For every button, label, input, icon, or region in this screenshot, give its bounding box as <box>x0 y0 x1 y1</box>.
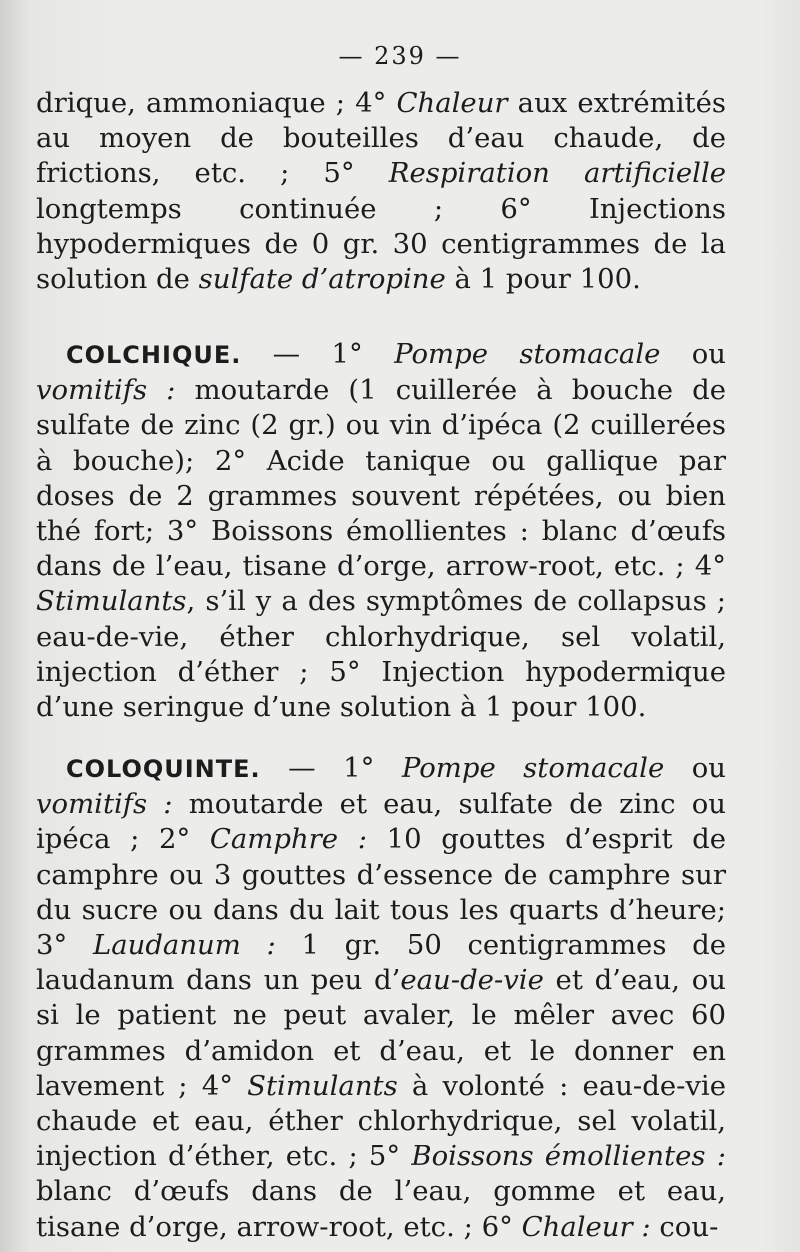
paragraph-continuation <box>36 86 726 297</box>
italic-run: Chaleur : <box>521 1210 651 1243</box>
italic-run: vomitifs : <box>36 788 173 821</box>
italic-run: Pompe stomacale <box>401 752 665 784</box>
italic-run: Stimulants <box>247 1069 398 1102</box>
text-run: cou- <box>650 1210 719 1243</box>
text-run: moutarde et eau, sulfate de zinc ou ipéca ; 2° <box>36 788 726 856</box>
text-run: , s’il y a des symptômes de collapsus ; eau-de-vie, éther chlorhydrique, sel volatil, injection d’éther ; 5° Injection hypodermique d’une seringue d’une solution à 1 pour 100. <box>36 585 726 724</box>
paragraph-colchique <box>36 337 726 725</box>
entry-heading-coloquinte: COLOQUINTE. <box>66 755 261 783</box>
text-run: blanc d’œufs dans de l’eau, gomme et eau, tisane d’orge, arrow-root, etc. ; 6° <box>36 1175 726 1243</box>
italic-run: Respiration artificielle <box>388 157 727 190</box>
text-run: 1 gr. 50 centigrammes de laudanum dans un peu d’ <box>36 929 726 997</box>
text-run: aux extrémités au moyen de bouteilles d’eau chaude, de frictions, etc. ; 5° <box>36 87 726 190</box>
text-run: — 1° <box>241 338 395 370</box>
text-run: — 1° <box>260 752 402 784</box>
text-run: à volonté : eau-de-vie chaude et eau, éther chlorhydrique, sel volatil, injection d’éther, etc. ; 5° <box>36 1069 726 1173</box>
text-run: et d’eau, ou si le patient ne peut avaler, le mêler avec 60 grammes d’amidon et d’eau, et le donner en lavement ; 4° <box>36 964 727 1102</box>
italic-run: Boissons émollientes : <box>411 1140 726 1173</box>
page-number: — 239 — <box>338 42 462 70</box>
entry-heading-colchique: COLCHIQUE. <box>66 341 242 369</box>
italic-run: Pompe stomacale <box>394 338 661 370</box>
text-run: 10 gouttes d’esprit de camphre ou 3 gouttes d’essence de camphre sur du sucre ou dans du lait tous les quarts d’heure; 3° <box>36 823 726 962</box>
italic-run: Chaleur <box>396 87 508 119</box>
text-run: drique, ammoniaque ; 4° <box>36 87 397 119</box>
italic-run: Camphre : <box>209 823 367 856</box>
paragraph-coloquinte <box>36 751 726 1245</box>
text-run: à 1 pour 100. <box>445 263 641 296</box>
italic-run: vomitifs : <box>36 374 176 407</box>
italic-run: sulfate d’atropine <box>198 263 446 296</box>
text-run: ou <box>664 752 726 784</box>
italic-run: eau-de-vie <box>400 964 544 997</box>
text-run: moutarde (1 cuillerée à bouche de sulfate de zinc (2 gr.) ou vin d’ipéca (2 cuillerées à bouche); 2° Acide tanique ou gallique par doses de 2 grammes souvent répétées, ou bien thé fort; 3° Boissons émollientes : blanc d’œufs dans de l’eau, tisane d’orge, arrow-root, etc. ; 4° <box>36 374 726 583</box>
text-run: ou <box>660 338 726 370</box>
text-run: longtemps continuée ; 6° Injections hypodermiques de 0 gr. 30 centigrammes de la solution de <box>36 192 726 296</box>
italic-run: Stimulants <box>36 585 187 618</box>
italic-run: Laudanum : <box>92 929 276 962</box>
